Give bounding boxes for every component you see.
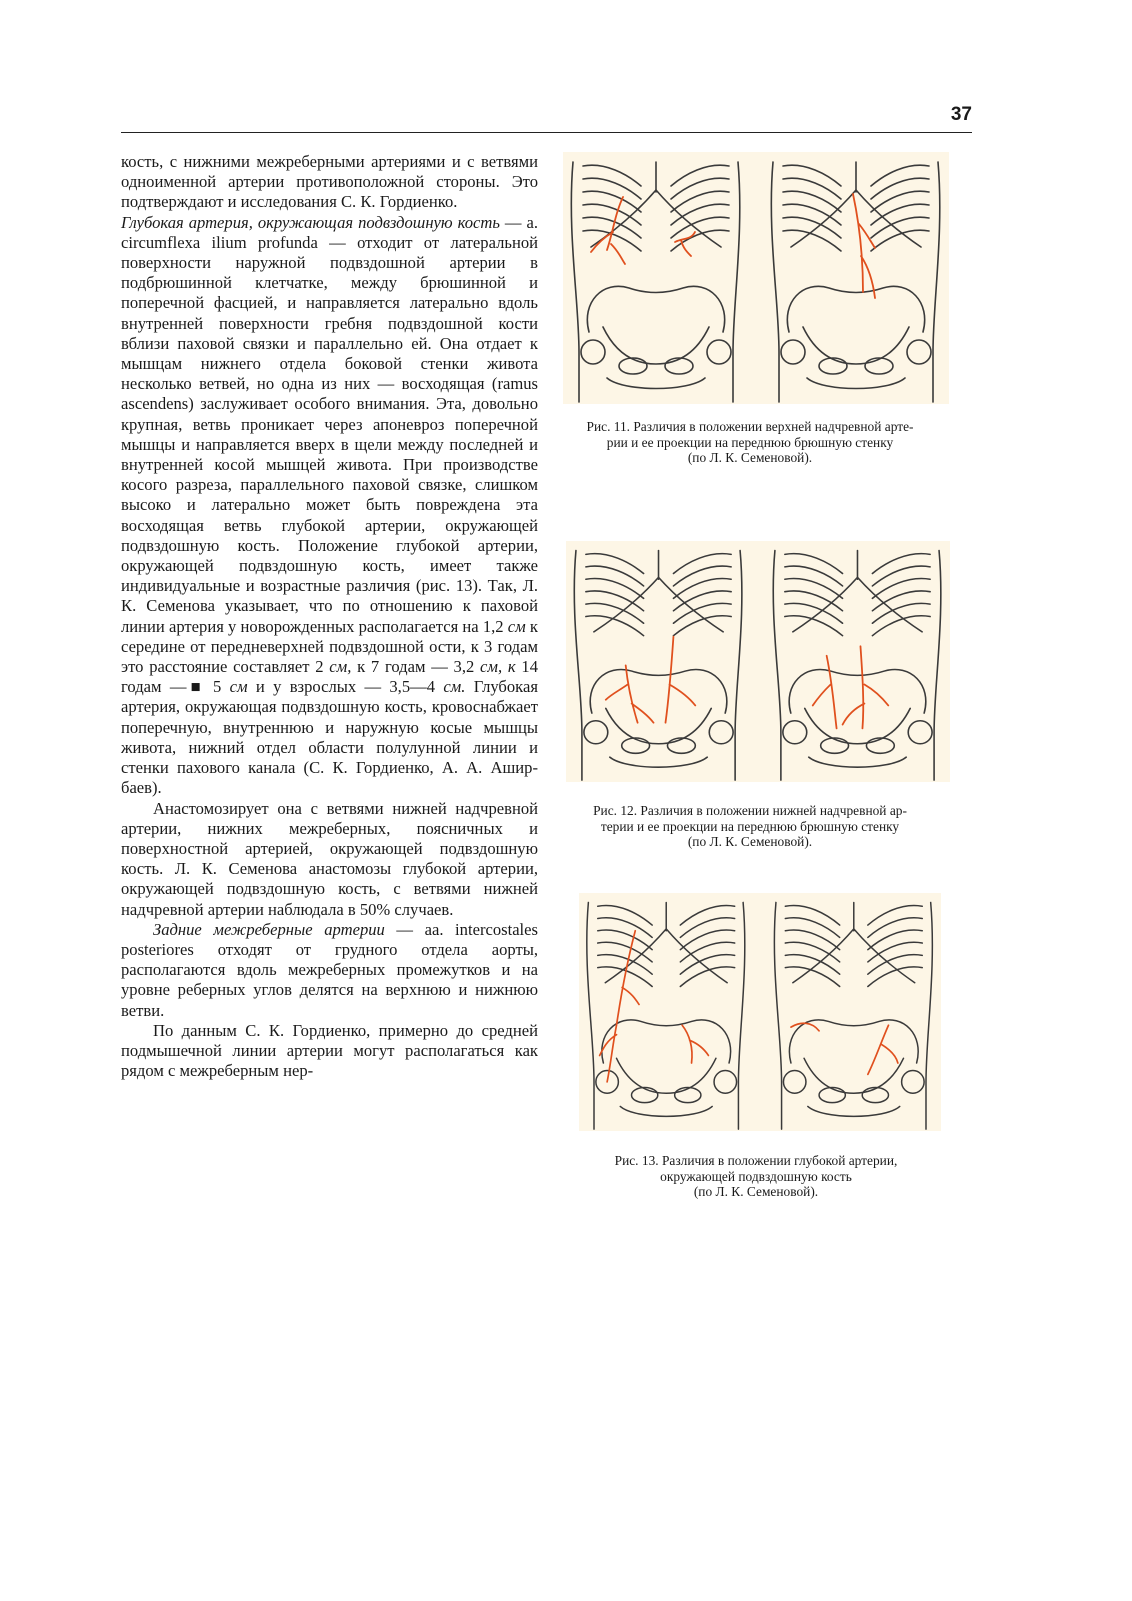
figure-12-illustration [566, 541, 950, 782]
italic-term: Глубокая артерия, окружающая подвздошную кость [121, 212, 500, 232]
text-run: к 7 годам — 3,2 [351, 657, 481, 677]
caption-line: Рис. 11. Различия в положении верхней надчревной арте- [586, 419, 914, 434]
italic-term: см [507, 616, 526, 636]
figure-13-caption [560, 1153, 952, 1200]
page-number: 37 [950, 104, 972, 125]
paragraph [121, 1021, 538, 1082]
text-run: — aa. intercostales posteriores отходят от грудного отдела аорты, располагаются вдоль межреберных промежутков и на уровне реберных углов делятся на верхнюю и нижнюю ветви. [121, 919, 538, 1020]
body-text [121, 152, 538, 1081]
caption-line: рии и ее проекции на переднюю брюшную стенку [606, 434, 894, 450]
figure-background [566, 541, 950, 782]
figure-13-illustration [579, 893, 941, 1131]
figure-background [563, 152, 949, 404]
text-run: к середине от передневерхней подвздошной ости, к 3 годам это расстояние составляет 2 [121, 616, 538, 677]
paragraph [121, 213, 538, 799]
caption-line: (по Л. К. Семеновой). [687, 834, 813, 849]
text-run: 14 годам —■ 5 [121, 657, 538, 697]
figure-12-caption [548, 803, 952, 850]
paragraph [121, 152, 538, 213]
italic-term: см. [443, 677, 466, 697]
figure-background [579, 893, 941, 1131]
italic-term: Задние межреберные артерии [153, 919, 385, 939]
text-run: — a. circumflexa ilium profunda — отходит от латеральной поверхности наружной подвздошной артерии в подбрюшинной клетчатке, между брюшинной и поперечной фасцией, и направляется латерально вдоль внутренней поверхности гребня подвздошной кости вблизи паховой связки и параллельно ей. Она отдает к мышцам нижнего отдела боковой стенки живота несколько ветвей, но одна из них — восходящая (ramus ascendens) заслуживает особого внимания. Эта, довольно крупная, ветвь проникает через апоневроз поперечной мышцы и направляется вверх в щели между последней и внутренней косой мышцей живота. При производстве косого разреза, параллельного паховой связке, слишком высоко и латерально может быть повреждена эта восходящая ветвь глубокой артерии, окружающей подвздошную кость. Положение глубокой артерии, окружающей подвздошную кость, имеет также индивидуальные и возрастные различия (рис. 13). Так, Л. К. Семенова указывает, что по отношению к паховой линии артерия у новорожденных располагается на 1,2 [121, 212, 538, 636]
text-run: Анастомозирует она с ветвями нижней надчревной артерии, нижних межреберных, поясничных и поверхностной артерией, окружающей подвздошную кость. Л. К. Семенова анастомозы глубокой артерии, окружающей подвздошную кость, с ветвями нижней надчревной артерии наблюдала в 50% случаев. [121, 798, 538, 919]
text-run: кость, с нижними межреберными артериями и с ветвями одноименной артерии противоположной стороны. Это подтверждают и исследования С. К. Гордиенко. [121, 152, 538, 212]
paragraph [121, 920, 538, 1021]
text-run: и у взрослых — 3,5—4 [247, 677, 444, 697]
caption-line: окружающей подвздошную кость [660, 1168, 852, 1184]
caption-line: (по Л. К. Семеновой). [687, 450, 813, 465]
figure-11-illustration [563, 152, 949, 404]
text-run: Глубокая артерия, окружающая подвздошную кость, кровоснабжает поперечную, внутреннюю и наружную косые мышцы живота, нижний отдел области полулунной линии и стенки пахового канала (С. К. Гордиенко, А. А. Ашир-баев). [121, 677, 538, 798]
caption-line: Рис. 13. Различия в положении глубокой артерии, [614, 1153, 898, 1168]
figure-11-caption [548, 419, 952, 466]
caption-line: (по Л. К. Семеновой). [693, 1184, 819, 1199]
italic-term: см [229, 677, 248, 697]
italic-term: см, [329, 657, 352, 677]
text-run: По данным С. К. Гордиенко, примерно до средней подмышечной линии артерии могут располагаться как рядом с межреберным нер- [121, 1020, 538, 1081]
italic-term: см, к [480, 657, 516, 677]
caption-line: терии и ее проекции на переднюю брюшную стенку [600, 818, 900, 834]
paragraph [121, 799, 538, 920]
caption-line: Рис. 12. Различия в положении нижней надчревной ар- [593, 803, 907, 818]
header-rule [121, 132, 972, 133]
